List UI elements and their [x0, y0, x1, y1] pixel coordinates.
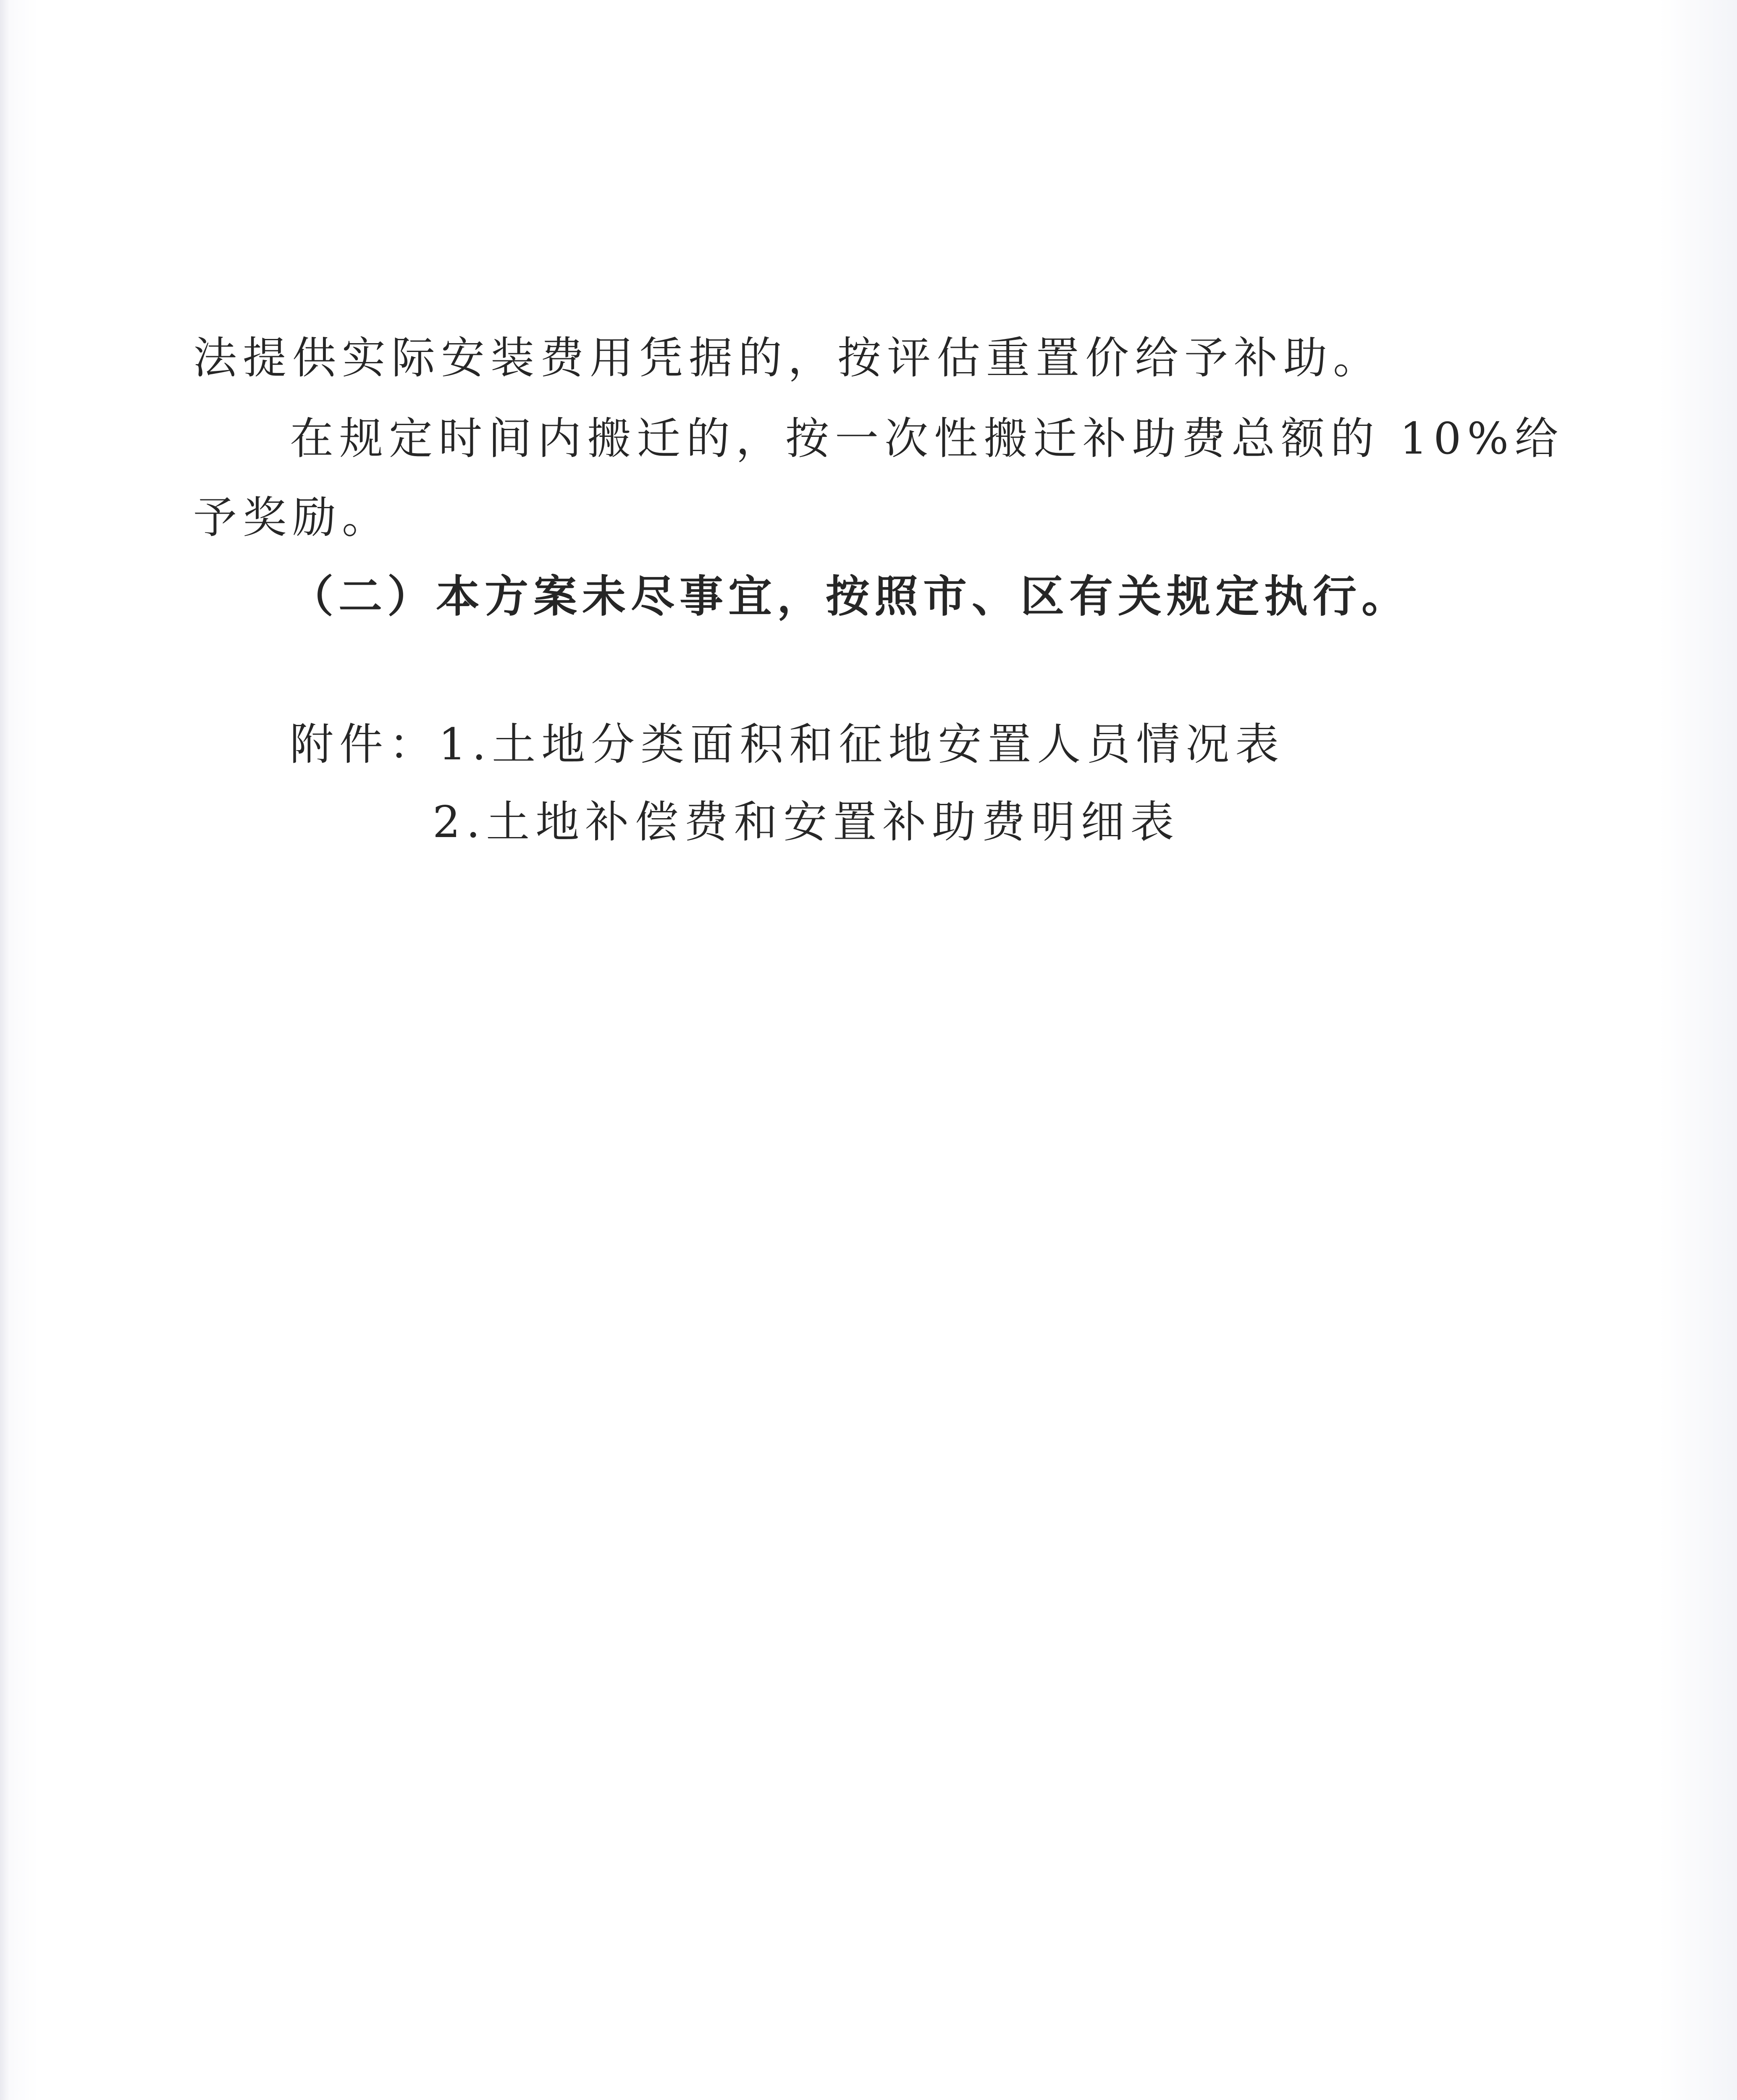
paragraph-line-3: 予奖励。	[193, 492, 392, 543]
paragraph-line-1: 法提供实际安装费用凭据的，按评估重置价给予补助。	[193, 332, 1383, 383]
paragraph-line-2: 在规定时间内搬迁的，按一次性搬迁补助费总额的 10%给	[290, 413, 1564, 464]
attachment-item-2: 2.土地补偿费和安置补助费明细表	[433, 796, 1180, 848]
attachment-item-1: 附件：1.土地分类面积和征地安置人员情况表	[290, 719, 1285, 770]
section-item-two: （二）本方案未尽事宜，按照市、区有关规定执行。	[290, 571, 1411, 622]
scan-edge	[0, 0, 10, 2100]
